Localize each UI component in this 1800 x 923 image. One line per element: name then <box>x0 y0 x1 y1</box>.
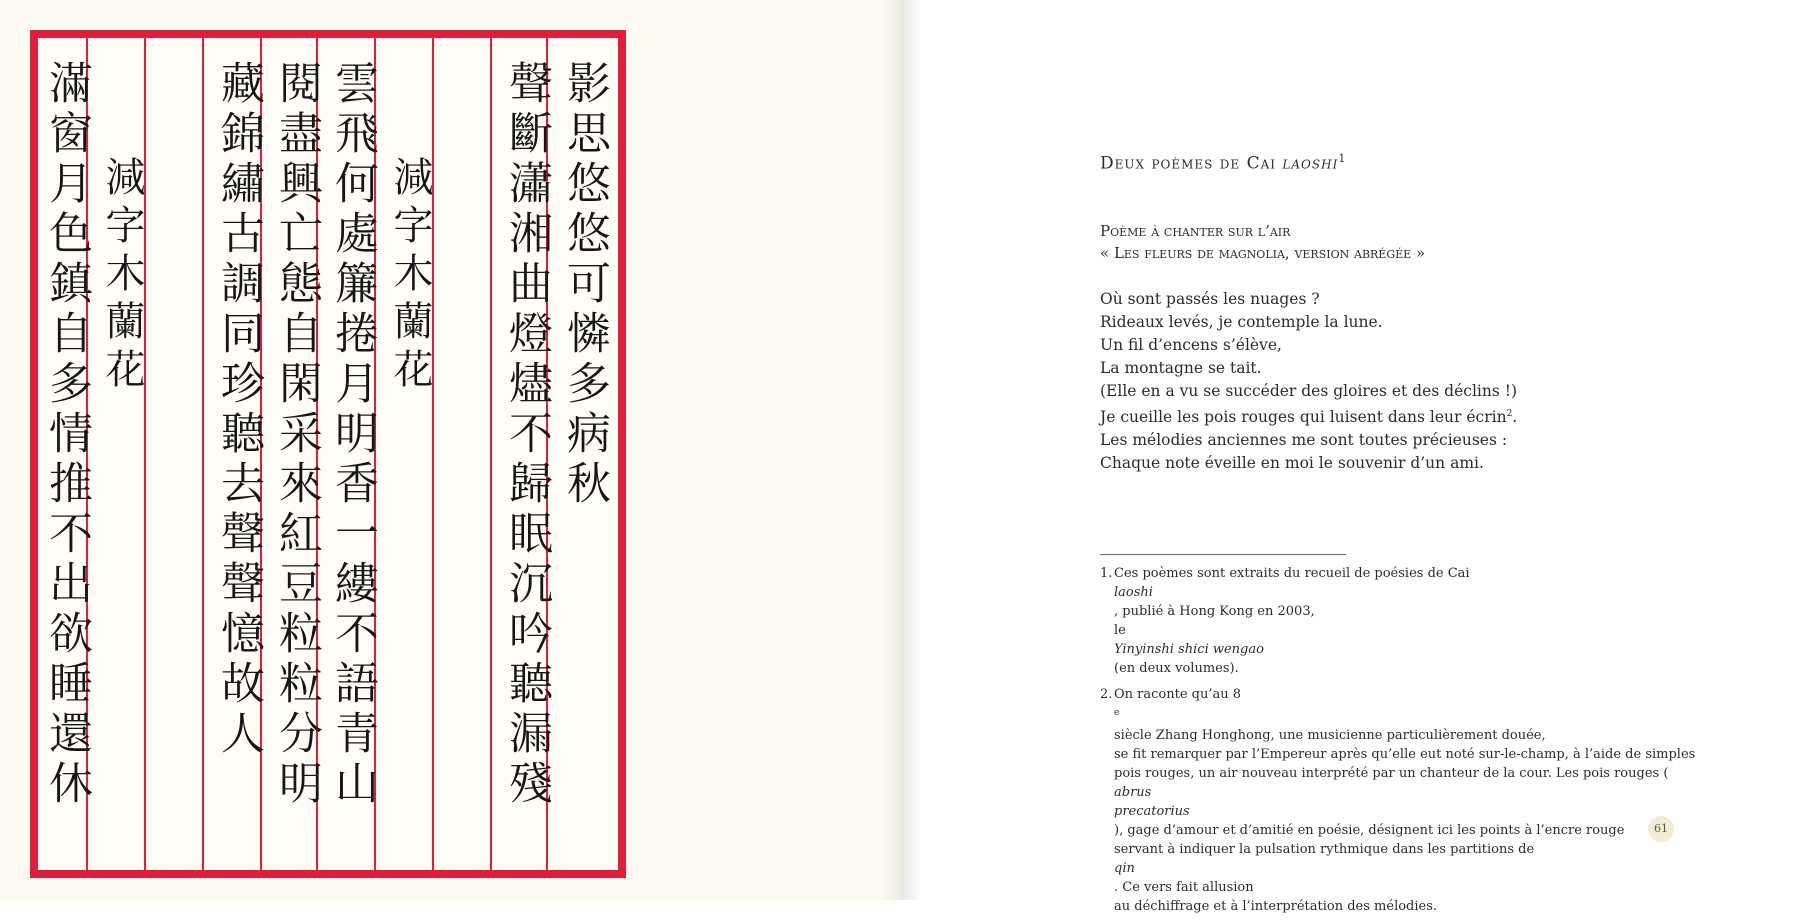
poem-line: Chaque note éveille en moi le souvenir d’un ami. <box>1100 454 1484 473</box>
column-rule <box>202 38 204 870</box>
book-gutter <box>880 0 920 900</box>
calligraphy-column-title: 減字木蘭花 <box>387 156 433 396</box>
fn-text: (en deux volumes). <box>1114 661 1239 676</box>
calligraphy-column: 閱盡興亡態自閑采來紅豆粒粒分明 <box>271 60 322 810</box>
footnotes <box>1100 564 1696 923</box>
fn-sup: e <box>1114 708 1120 718</box>
poem-line: (Elle en a vu se succéder des gloires et des déclins !) <box>1100 382 1517 400</box>
fn-text: . Ce vers fait allusion <box>1114 880 1254 896</box>
calligraphy-column: 藏錦繡古調同珍聽去聲聲憶故人 <box>213 60 264 760</box>
calligraphy-column-title: 減字木蘭花 <box>99 156 145 396</box>
fn-text: On raconte qu’au 8 <box>1114 687 1242 702</box>
poem-line-end: . <box>1512 408 1518 427</box>
poem-line: Rideaux levés, je contemple la lune. <box>1100 313 1383 331</box>
title-italic: laoshi <box>1282 153 1339 174</box>
fn-text: siècle Zhang Honghong, une musicienne particulièrement douée, <box>1114 728 1546 744</box>
fn-text: servant à indiquer la pulsation rythmique dans les partitions de <box>1114 842 1535 858</box>
footnote-line <box>1114 564 1678 621</box>
footnote-line: au déchiffrage et à l’interprétation des mélodies. <box>1114 899 1438 915</box>
footnote-line <box>1114 840 1695 897</box>
title-text: Deux poèmes de Cai <box>1100 153 1283 174</box>
calligraphy-frame <box>30 30 626 878</box>
fn-italic: precatorius <box>1114 804 1190 820</box>
poem-line <box>1100 403 1517 429</box>
fn-text: pois rouges, un air nouveau interprété par un chanteur de la cour. Les pois rouges ( <box>1114 766 1669 782</box>
fn-text: Ces poèmes sont extraits du recueil de poésies de Cai <box>1114 566 1470 581</box>
poem-line: Un fil d’encens s’élève, <box>1100 336 1282 354</box>
right-page <box>920 0 1800 915</box>
subtitle-line: « Les fleurs de magnolia, version abrégée » <box>1100 244 1426 262</box>
fn-italic: qin <box>1114 861 1135 877</box>
footnote-line <box>1114 621 1678 678</box>
fn-italic: Yinyinshi shici wengao <box>1114 642 1264 657</box>
footnote-1 <box>1100 564 1678 678</box>
title-footnote-ref: 1 <box>1338 152 1347 165</box>
footnote-ref: 2 <box>1506 409 1513 419</box>
page-title <box>1100 152 1346 174</box>
left-page <box>0 0 900 900</box>
calligraphy-column: 影思悠悠可憐多病秋 <box>559 60 610 510</box>
poem-line: Où sont passés les nuages ? <box>1100 290 1320 308</box>
fn-text: , publié à Hong Kong en 2003, <box>1114 604 1315 619</box>
fn-italic: abrus <box>1114 785 1152 801</box>
footnote-text <box>1114 685 1695 916</box>
footnote-2 <box>1100 685 1696 916</box>
calligraphy-column: 滿窗月色鎮自多情推不出欲睡還休 <box>41 60 92 810</box>
fn-italic: laoshi <box>1114 585 1153 600</box>
footnote-text <box>1114 564 1678 678</box>
footnote-line <box>1114 802 1695 840</box>
footnote-line <box>1114 764 1695 802</box>
column-rule <box>490 38 492 870</box>
footnote-line: se fit remarquer par l’Empereur après qu’elle eut noté sur-le-champ, à l’aide de simples <box>1114 747 1696 763</box>
fn-text: ), gage d’amour et d’amitié en poésie, désignent ici les points à l’encre rouge <box>1114 823 1625 839</box>
calligraphy-column: 雲飛何處簾捲月明香一縷不語青山 <box>327 60 378 810</box>
calligraphy-column: 聲斷瀟湘曲燈燼不歸眠沉吟聽漏殘 <box>501 60 552 810</box>
poem-line: La montagne se tait. <box>1100 359 1262 377</box>
footnote-number: 1. <box>1100 566 1113 581</box>
footnote-divider <box>1100 554 1346 555</box>
poem-line-text: Je cueille les pois rouges qui luisent dans leur écrin <box>1100 408 1507 427</box>
poem-line: Les mélodies anciennes me sont toutes précieuses : <box>1100 431 1508 450</box>
fn-text: le <box>1114 623 1126 638</box>
footnote-line <box>1114 685 1695 745</box>
page-number: 61 <box>1648 816 1674 842</box>
subtitle-line: Poème à chanter sur l’air <box>1100 222 1291 240</box>
footnote-number: 2. <box>1100 687 1113 702</box>
poem-subtitle <box>1100 220 1425 264</box>
poem <box>1100 288 1517 475</box>
